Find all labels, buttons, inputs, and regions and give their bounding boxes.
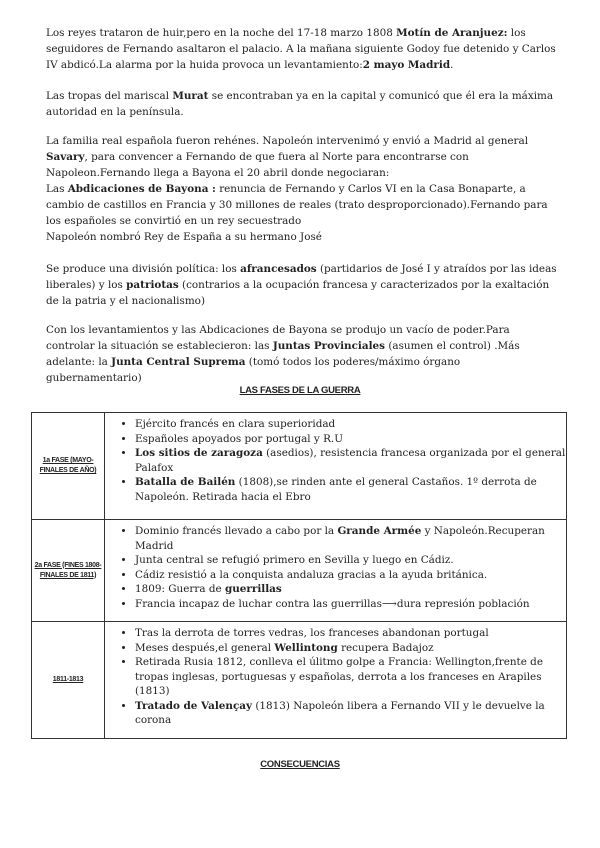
list-item: [135, 597, 566, 612]
paragraph-division-politica: [46, 261, 558, 309]
text-run: Se produce una división política: los: [46, 263, 241, 275]
list-item: [135, 432, 566, 447]
fase-bullet-list: [105, 524, 566, 611]
fase-bullet-list: [105, 417, 566, 504]
list-item: [135, 582, 566, 597]
text-run: Las tropas del mariscal: [46, 90, 173, 102]
bold-term: Abdicaciones de Bayona :: [67, 183, 216, 195]
list-item: [135, 524, 566, 553]
fase-content: [105, 413, 567, 520]
text-run: Ejército francés en clara superioridad: [135, 418, 336, 430]
bold-term: patriotas: [126, 279, 179, 291]
text-run: (1808),se rinden ante el general Castaños. 1º derrota de Napoleón. Retirada hacia el Ebro: [135, 476, 537, 503]
text-run: Napoleón nombró Rey de España a su hermano José: [46, 231, 322, 243]
text-run: Meses después,el general: [135, 641, 275, 654]
text-run: Los reyes trataron de huir,pero en la noche del 17-18 marzo 1808: [46, 27, 397, 39]
text-run: renuncia de Fernando y Carlos VI en la Casa Bonaparte, a cambio de castillos en Francia y 30 millones de reales (trato desproporcionado).Fernando para los españoles se convirtió en un rey secuestrado: [46, 183, 548, 227]
bold-term: Grande Armée: [337, 525, 422, 537]
text-run: Francia incapaz de luchar contra las guerrillas⟶dura represión población: [135, 597, 530, 610]
text-run: Dominio francés llevado a cabo por la: [135, 525, 338, 537]
text-run: y Napoleón.Recuperan Madrid: [135, 525, 545, 552]
text-run: Cádiz resistió a la conquista andaluza gracias a la ayuda británica.: [135, 568, 488, 581]
consecuencias-heading: CONSECUENCIAS: [260, 759, 340, 770]
bold-term: 2 mayo Madrid: [362, 59, 451, 71]
fase-bullet-list: [105, 626, 566, 728]
table-row: [32, 520, 567, 622]
text-run: los seguidores de Fernando asaltaron el palacio. A la mañana siguiente Godoy fue detenido y Carlos IV abdicó.La alarma por la huida provoca un levantamiento:: [46, 27, 556, 71]
list-item: [135, 655, 566, 699]
text-run: recupera Badajoz: [337, 641, 434, 654]
fase-content: [105, 520, 567, 622]
bold-term: Batalla de Bailén: [135, 476, 236, 488]
text-run: La familia real española fueron rehénes. Napoleón intervenimó y envió a Madrid al general: [46, 135, 529, 147]
bold-term: Junta Central Suprema: [111, 356, 246, 368]
text-run: se encontraban ya en la capital y comunicó que él era la máxima autoridad en la península.: [46, 90, 554, 118]
paragraph-juntas: [46, 322, 558, 386]
paragraph-motin-aranjuez: [46, 25, 558, 73]
list-item: [135, 475, 566, 504]
bold-term: Savary: [46, 151, 85, 163]
text-run: Retirada Rusia 1812, conlleva el úlitmo golpe a Francia: Wellington,frente de tropas inglesas, portuguesas y españolas, derrota a los franceses en Arapiles (1813): [135, 656, 543, 697]
table-row: [32, 413, 567, 520]
paragraph-murat: [46, 88, 558, 120]
fases-heading: LAS FASES DE LA GUERRA: [239, 385, 361, 396]
text-run: 1809: Guerra de: [135, 583, 225, 595]
text-run: (asumen el control) .Más adelante: la: [46, 340, 520, 368]
bold-term: Los sitios de zaragoza: [135, 447, 263, 459]
text-run: (contrarios a la ocupación francesa y caracterizados por la exaltación de la patria y el nacionalismo): [46, 279, 550, 307]
bold-term: Juntas Provinciales: [272, 340, 386, 352]
text-run: Junta central se refugió primero en Sevilla y luego en Cádiz.: [135, 554, 454, 566]
text-run: (tomó todos los poderes/máximo órgano gubernamentario): [46, 356, 461, 384]
bold-term: Tratado de Valençay: [135, 699, 253, 712]
text-run: .: [450, 59, 454, 71]
text-run: Españoles apoyados por portugal y R.U: [135, 432, 343, 445]
list-item: [135, 699, 566, 728]
text-run: Tras la derrota de torres vedras, los franceses abandonan portugal: [135, 627, 489, 639]
fase-label: 2a FASE (FINES 1808- FINALES DE 1811): [32, 520, 105, 622]
list-item: [135, 568, 566, 583]
fase-label: 1a FASE (MAYO-FINALES DE AÑO): [32, 413, 105, 520]
text-run: (partidarios de José I y atraídos por las ideas liberales) y los: [46, 263, 557, 291]
paragraph-abdicaciones-bayona: [46, 133, 558, 245]
bold-term: guerrillas: [224, 583, 282, 595]
list-item: [135, 553, 566, 568]
bold-term: afrancesados: [240, 263, 317, 275]
text-run: (asedios), resistencia francesa organizada por el general Palafox: [135, 447, 566, 474]
list-item: [135, 446, 566, 475]
bold-term: Motín de Aranjuez:: [396, 27, 508, 39]
list-item: [135, 417, 566, 432]
text-run: Las: [46, 183, 68, 195]
bold-term: Murat: [172, 90, 209, 102]
text-run: Con los levantamientos y las Abdicaciones de Bayona se produjo un vacío de poder.Para controlar la situación se establecieron: las: [46, 324, 510, 352]
fases-table: [31, 412, 567, 739]
table-row: [32, 622, 567, 739]
fase-content: [105, 622, 567, 739]
text-run: (1813) Napoleón libera a Fernando VII y le devuelve la corona: [135, 699, 545, 726]
list-item: [135, 641, 566, 656]
text-run: , para convencer a Fernando de que fuera al Norte para encontrarse con Napoleon.Fernando llega a Bayona el 20 abril donde negociaran:: [46, 151, 469, 179]
bold-term: Wellintong: [274, 641, 338, 654]
fase-label: 1811-1813: [32, 622, 105, 739]
list-item: [135, 626, 566, 641]
